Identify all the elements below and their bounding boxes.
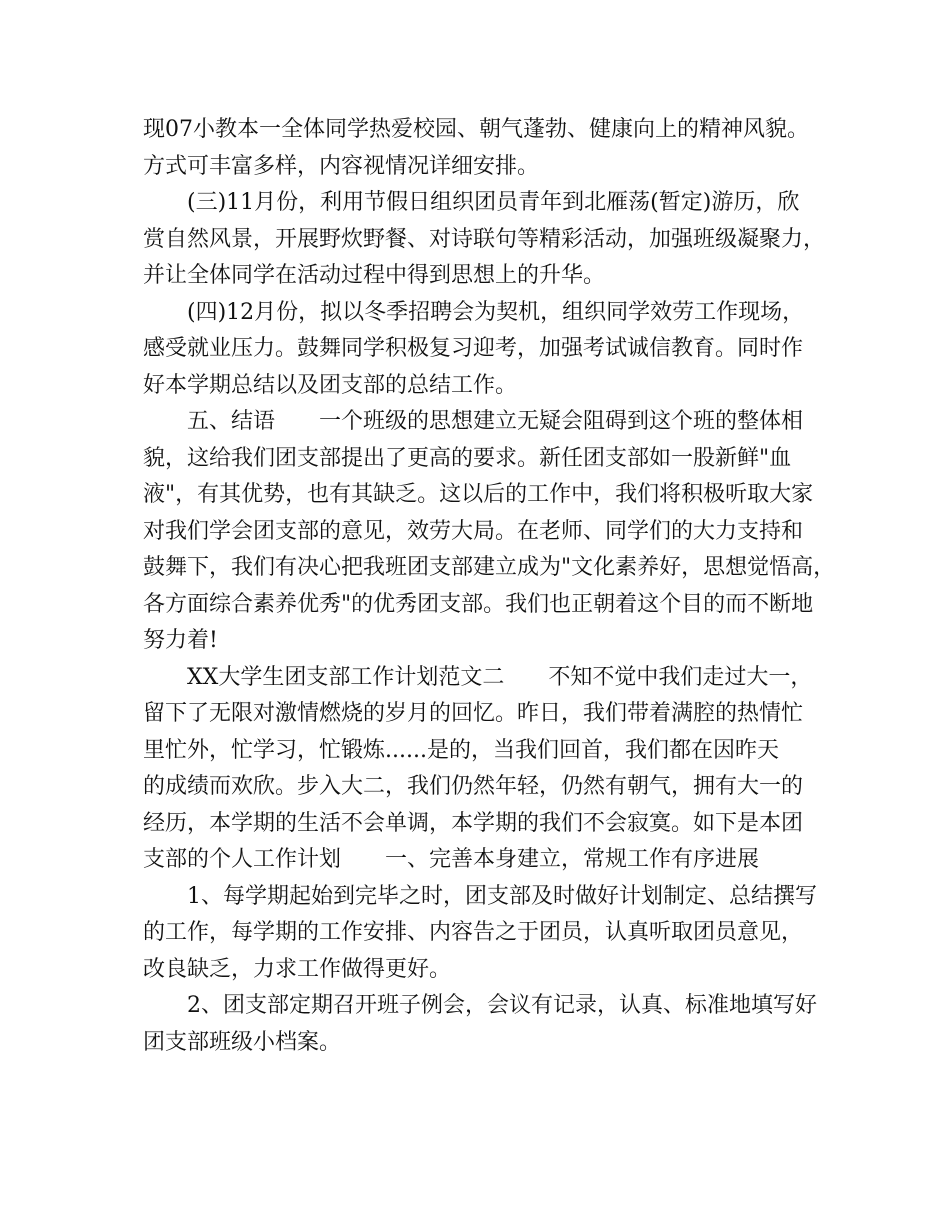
text-line: 留下了无限对激情燃烧的岁月的回忆。昨日，我们带着满腔的热情忙: [143, 701, 804, 726]
paragraph-start-line: 1、每学期起始到完毕之时，团支部及时做好计划制定、总结撰写: [187, 883, 817, 909]
text-line: 方式可丰富多样，内容视情况详细安排。: [143, 153, 540, 179]
text-line: 好本学期总结以及团支部的总结工作。: [143, 372, 518, 398]
paragraph-start-line: (三)11月份，利用节假日组织团员青年到北雁荡(暂定)游历，欣: [187, 190, 800, 215]
text-line: 赏自然风景，开展野炊野餐、对诗联句等精彩活动，加强班级凝聚力，: [143, 226, 826, 252]
paragraph-start-line: 2、团支部定期召开班子例会，会议有记录，认真、标准地填写好: [187, 993, 817, 1018]
text-line: 团支部班级小档案。: [143, 1029, 342, 1055]
text-line: 经历，本学期的生活不会单调，本学期的我们不会寂寞。如下是本团: [143, 810, 804, 836]
text-line: 各方面综合素养优秀"的优秀团支部。我们也正朝着这个目的而不断地: [143, 591, 814, 617]
text-line: 里忙外，忙学习，忙锻炼......是的，当我们回首，我们都在因昨天: [143, 737, 779, 763]
text-line: 支部的个人工作计划 一、完善本身建立，常规工作有序进展: [143, 847, 760, 872]
text-line: 努力着!: [143, 628, 218, 653]
document-body: [143, 112, 836, 1061]
paragraph-start-line: (四)12月份，拟以冬季招聘会为契机，组织同学效劳工作现场，: [187, 299, 805, 325]
paragraph-start-line: XX大学生团支部工作计划范文二 不知不觉中我们走过大一，: [187, 664, 813, 690]
text-line: 对我们学会团支部的意见，效劳大局。在老师、同学们的大力支持和: [143, 518, 804, 544]
text-line: 的成绩而欢欣。步入大二，我们仍然年轻，仍然有朝气，拥有大一的: [143, 774, 804, 799]
text-line: 现07小教本一全体同学热爱校园、朝气蓬勃、健康向上的精神风貌。: [143, 117, 809, 142]
paragraph-start-line: 五、结语 一个班级的思想建立无疑会阻碍到这个班的整体相: [187, 409, 804, 434]
text-line: 的工作，每学期的工作安排、内容告之于团员，认真听取团员意见，: [143, 920, 804, 945]
text-line: 貌，这给我们团支部提出了更高的要求。新任团支部如一股新鲜"血: [143, 445, 792, 471]
text-line: 鼓舞下，我们有决心把我班团支部建立成为"文化素养好，思想觉悟高，: [143, 555, 836, 580]
text-line: 改良缺乏，力求工作做得更好。: [143, 956, 452, 982]
text-line: 感受就业压力。鼓舞同学积极复习迎考，加强考试诚信教育。同时作: [143, 336, 804, 361]
text-line: 并让全体同学在活动过程中得到思想上的升华。: [143, 263, 606, 288]
text-line: 液"，有其优势，也有其缺乏。这以后的工作中，我们将积极听取大家: [143, 482, 814, 507]
